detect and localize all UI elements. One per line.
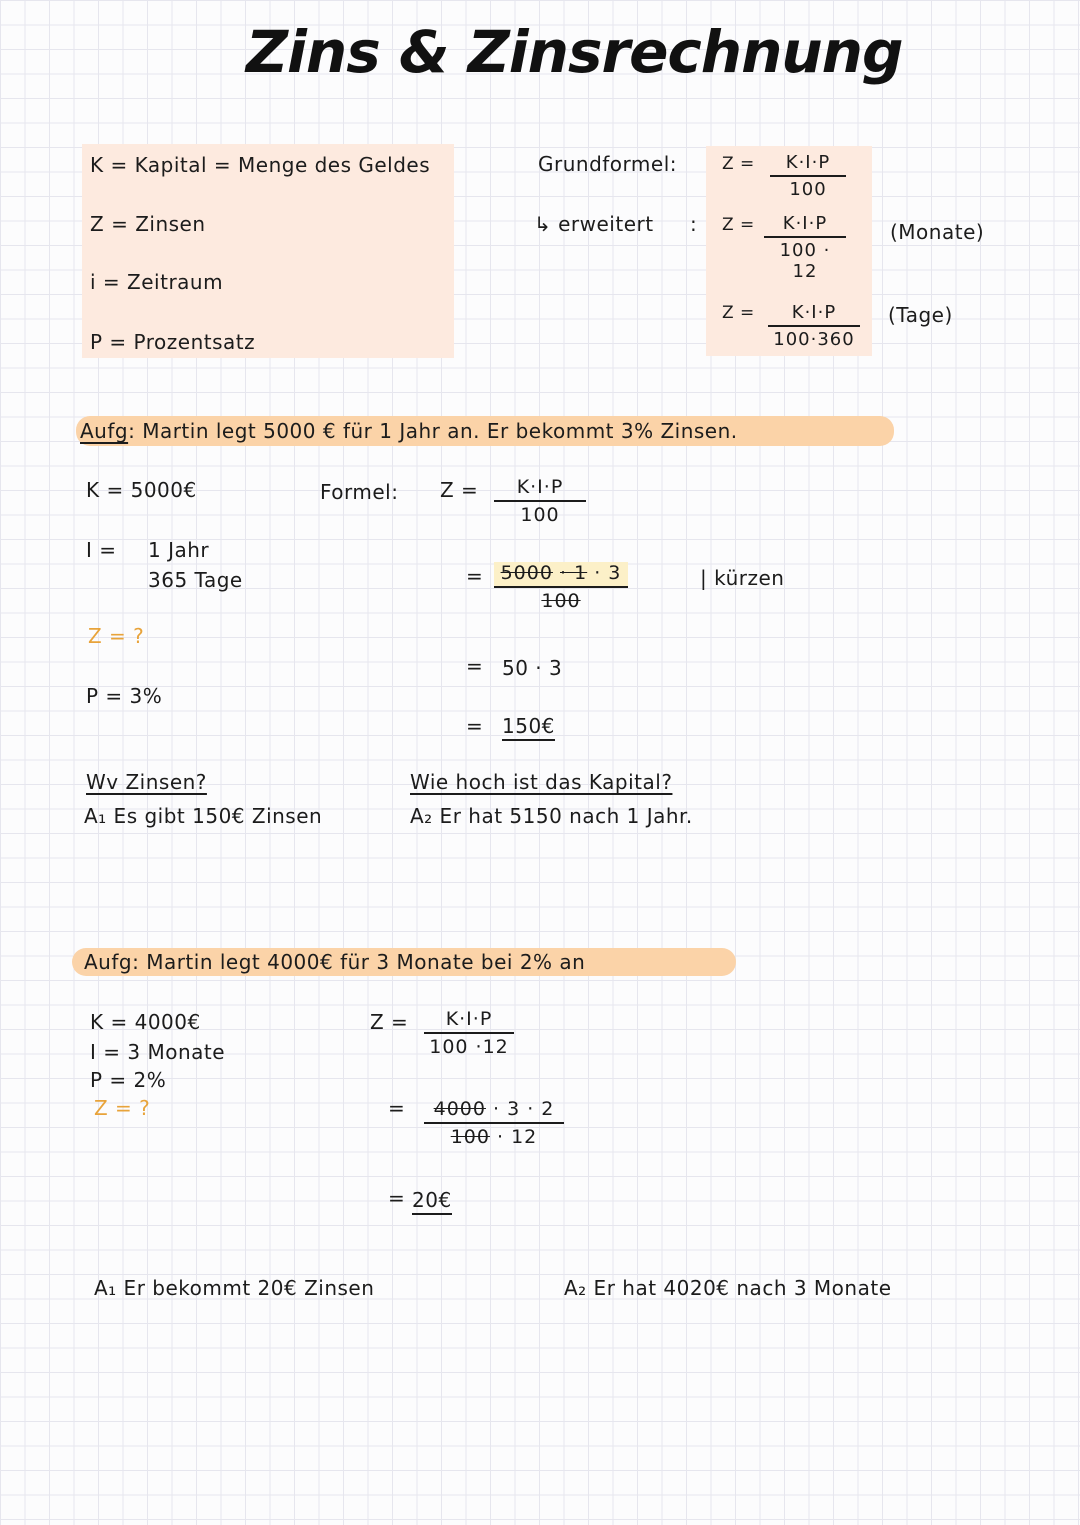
grund-lhs: Z = bbox=[722, 154, 755, 174]
task1-step2: 50 · 3 bbox=[502, 656, 563, 680]
monate-note: (Monate) bbox=[890, 220, 985, 244]
task1-z-unknown: Z = ? bbox=[88, 624, 145, 648]
task2-eq-1: = bbox=[388, 1096, 406, 1120]
task1-eq-3: = bbox=[466, 714, 484, 738]
erweitert-colon: : bbox=[690, 212, 698, 236]
task2-formula-fraction bbox=[424, 1008, 514, 1058]
tage-lhs: Z = bbox=[722, 303, 755, 323]
task1-p: P = 3% bbox=[86, 684, 163, 708]
definition-zeitraum: i = Zeitraum bbox=[90, 270, 224, 294]
task1-answer-1: A₁ Es gibt 150€ Zinsen bbox=[84, 804, 323, 828]
task1-answer-2: A₂ Er hat 5150 nach 1 Jahr. bbox=[410, 804, 693, 828]
task1-step1-numerator: 5000 · 1 · 3 bbox=[494, 562, 628, 588]
task2-i: I = 3 Monate bbox=[90, 1040, 226, 1064]
grund-numerator: K·I·P bbox=[770, 152, 846, 177]
task2-statement: Aufg: Martin legt 4000€ für 3 Monate bei 2% an bbox=[84, 950, 586, 974]
task1-formel-label: Formel: bbox=[320, 480, 399, 504]
task1-step1-denominator: 100 bbox=[541, 590, 581, 612]
task2-formula-denominator: 100 ·12 bbox=[429, 1036, 509, 1058]
grundformel-label: Grundformel: bbox=[538, 152, 677, 176]
task2-step1-denominator: 100 · 12 bbox=[450, 1126, 538, 1148]
task2-p: P = 2% bbox=[90, 1068, 167, 1092]
erweitert-label: ↳ erweitert bbox=[534, 212, 654, 236]
task1-kuerzen-note: | kürzen bbox=[700, 566, 785, 590]
task2-result: 20€ bbox=[412, 1188, 452, 1215]
tage-denominator: 100·360 bbox=[773, 329, 855, 350]
definition-kapital: K = Kapital = Menge des Geldes bbox=[90, 153, 431, 177]
task1-lhs: Z = bbox=[440, 478, 479, 502]
task2-answer-1: A₁ Er bekommt 20€ Zinsen bbox=[94, 1276, 375, 1300]
task1-statement: Aufg: Martin legt 5000 € für 1 Jahr an. Er bekommt 3% Zinsen. bbox=[80, 419, 738, 443]
tage-fraction bbox=[768, 302, 860, 350]
definition-prozentsatz: P = Prozentsatz bbox=[90, 330, 256, 354]
task2-answer-2: A₂ Er hat 4020€ nach 3 Monate bbox=[564, 1276, 892, 1300]
task2-lhs: Z = bbox=[370, 1010, 409, 1034]
task2-formula-numerator: K·I·P bbox=[424, 1008, 514, 1034]
task1-eq-1: = bbox=[466, 564, 484, 588]
task2-step1-numerator: 4000 · 3 · 2 bbox=[424, 1098, 564, 1124]
task1-k: K = 5000€ bbox=[86, 478, 197, 502]
grundformel-fraction bbox=[770, 152, 846, 200]
tage-note: (Tage) bbox=[888, 303, 953, 327]
task1-i-jahr: 1 Jahr bbox=[148, 538, 210, 562]
task1-question-2: Wie hoch ist das Kapital? bbox=[410, 770, 673, 794]
grund-denominator: 100 bbox=[789, 179, 827, 200]
task1-formula-fraction bbox=[494, 476, 586, 526]
task1-formula-numerator: K·I·P bbox=[494, 476, 586, 502]
task1-i-label: I = bbox=[86, 538, 117, 562]
task1-result: 150€ bbox=[502, 714, 555, 741]
monate-denominator: 100 · 12 bbox=[779, 240, 831, 282]
page-title: Zins & Zinsrechnung bbox=[246, 18, 903, 86]
monate-lhs: Z = bbox=[722, 215, 755, 235]
task2-step1-fraction bbox=[424, 1098, 564, 1148]
task2-k: K = 4000€ bbox=[90, 1010, 201, 1034]
task1-question-1: Wv Zinsen? bbox=[86, 770, 207, 794]
task1-step1-fraction bbox=[494, 562, 628, 612]
task1-formula-denominator: 100 bbox=[520, 504, 560, 526]
monate-numerator: K·I·P bbox=[764, 213, 846, 238]
task2-eq-2: = bbox=[388, 1186, 406, 1210]
definition-zinsen: Z = Zinsen bbox=[90, 212, 206, 236]
task1-i-tage: 365 Tage bbox=[148, 568, 243, 592]
monate-fraction bbox=[764, 213, 846, 282]
task2-z-unknown: Z = ? bbox=[94, 1096, 151, 1120]
task1-eq-2: = bbox=[466, 654, 484, 678]
tage-numerator: K·I·P bbox=[768, 302, 860, 327]
